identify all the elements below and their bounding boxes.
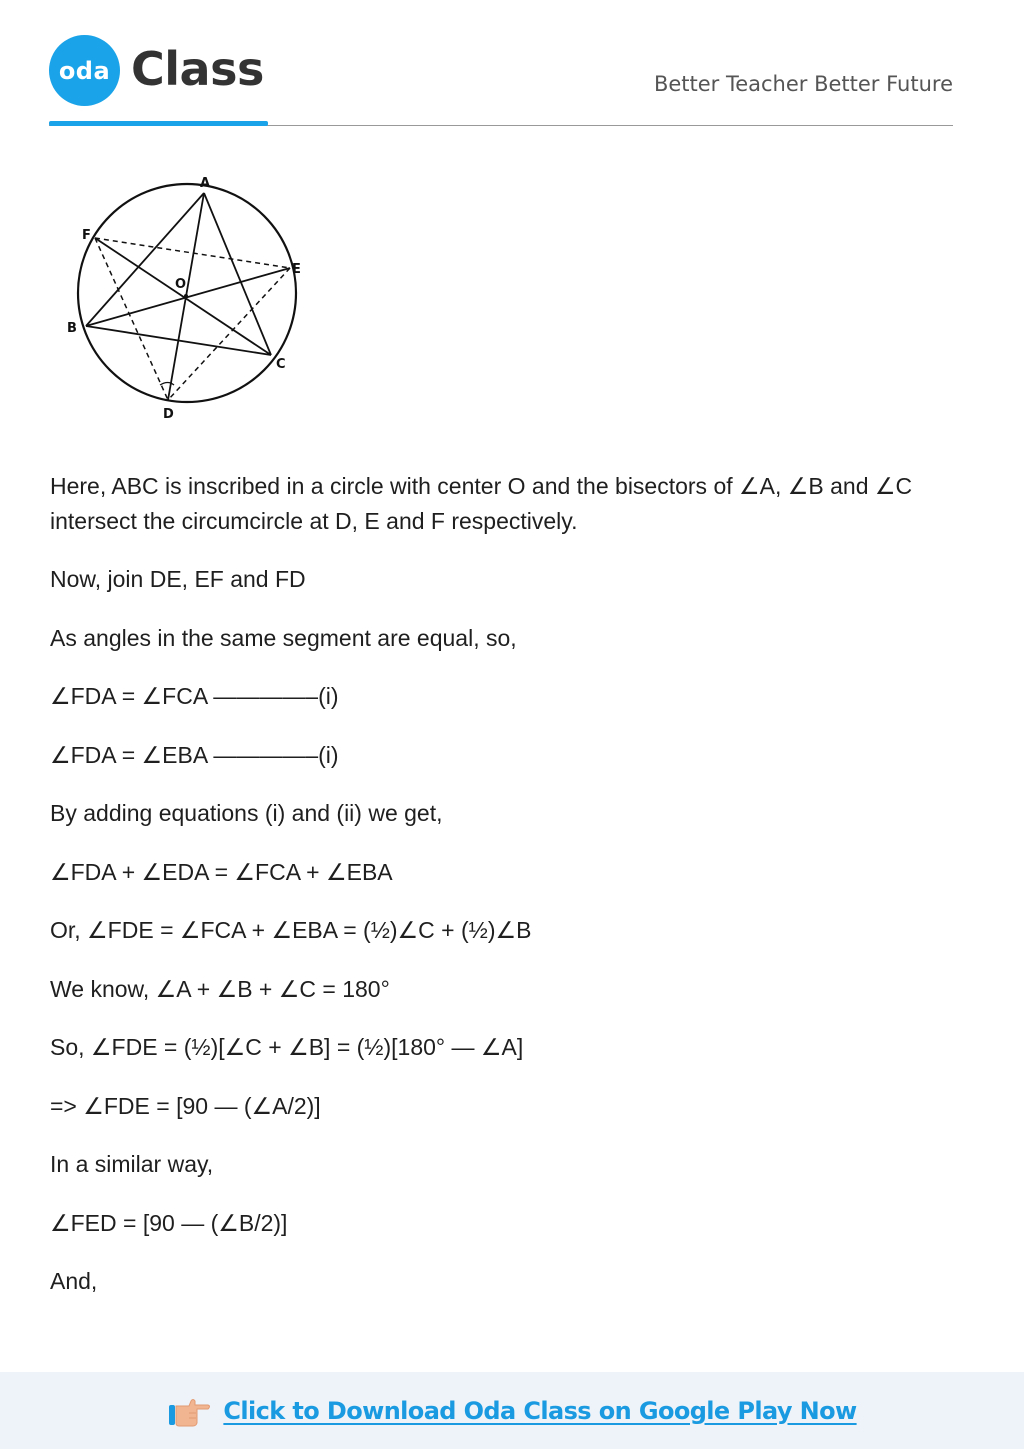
- equation-line: ∠FDA = ∠EBA ————–(i): [50, 741, 339, 768]
- label-a: A: [200, 176, 211, 191]
- equation-line: We know, ∠A + ∠B + ∠C = 180°: [50, 975, 390, 1002]
- equation-line: => ∠FDE = [90 — (∠A/2)]: [50, 1092, 321, 1119]
- pointing-hand-icon: [167, 1393, 211, 1429]
- download-banner: [0, 1372, 1024, 1449]
- equation-line: ∠FDA + ∠EDA = ∠FCA + ∠EBA: [50, 858, 393, 885]
- label-f: F: [82, 228, 91, 243]
- label-c: C: [276, 357, 286, 372]
- logo-short-text: oda: [58, 56, 111, 85]
- equation-line: So, ∠FDE = (½)[∠C + ∠B] = (½)[180° — ∠A]: [50, 1034, 524, 1060]
- angle-mark-d: [160, 383, 174, 386]
- label-o: O: [175, 277, 187, 292]
- page-header: [0, 0, 1024, 130]
- equation-line: ∠FED = [90 — (∠B/2)]: [50, 1209, 288, 1236]
- circle-diagram: [58, 160, 318, 430]
- equation-line: ∠FDA = ∠FCA ————–(i): [50, 683, 339, 709]
- paragraph: As angles in the same segment are equal, so,: [50, 624, 517, 651]
- bisector-be: [86, 268, 290, 326]
- side-ac: [204, 193, 271, 355]
- solution-text: [50, 469, 960, 1323]
- paragraph: Now, join DE, EF and FD: [50, 566, 306, 592]
- equation-line: Or, ∠FDE = ∠FCA + ∠EBA = (½)∠C + (½)∠B: [50, 917, 532, 943]
- geometry-figure: [58, 160, 318, 430]
- paragraph: In a similar way,: [50, 1151, 214, 1177]
- label-d: D: [163, 407, 174, 422]
- side-ab: [86, 193, 204, 326]
- paragraph: Here, ABC is inscribed in a circle with center O and the bisectors of ∠A, ∠B and ∠C intersect the circumcircle at D, E and F respectively.: [50, 473, 913, 534]
- center-point: [184, 294, 188, 298]
- oda-logo-badge[interactable]: [49, 35, 120, 106]
- download-link[interactable]: Click to Download Oda Class on Google Play Now: [223, 1396, 857, 1425]
- paragraph: And,: [50, 1268, 98, 1294]
- logo-wordmark[interactable]: Class: [131, 42, 264, 96]
- tagline: Better Teacher Better Future: [653, 72, 953, 96]
- label-e: E: [292, 262, 301, 277]
- label-b: B: [67, 321, 77, 336]
- header-accent-bar: [49, 121, 268, 126]
- dashed-ed: [168, 268, 290, 400]
- download-banner-content[interactable]: [167, 1393, 856, 1429]
- paragraph: By adding equations (i) and (ii) we get,: [50, 800, 443, 826]
